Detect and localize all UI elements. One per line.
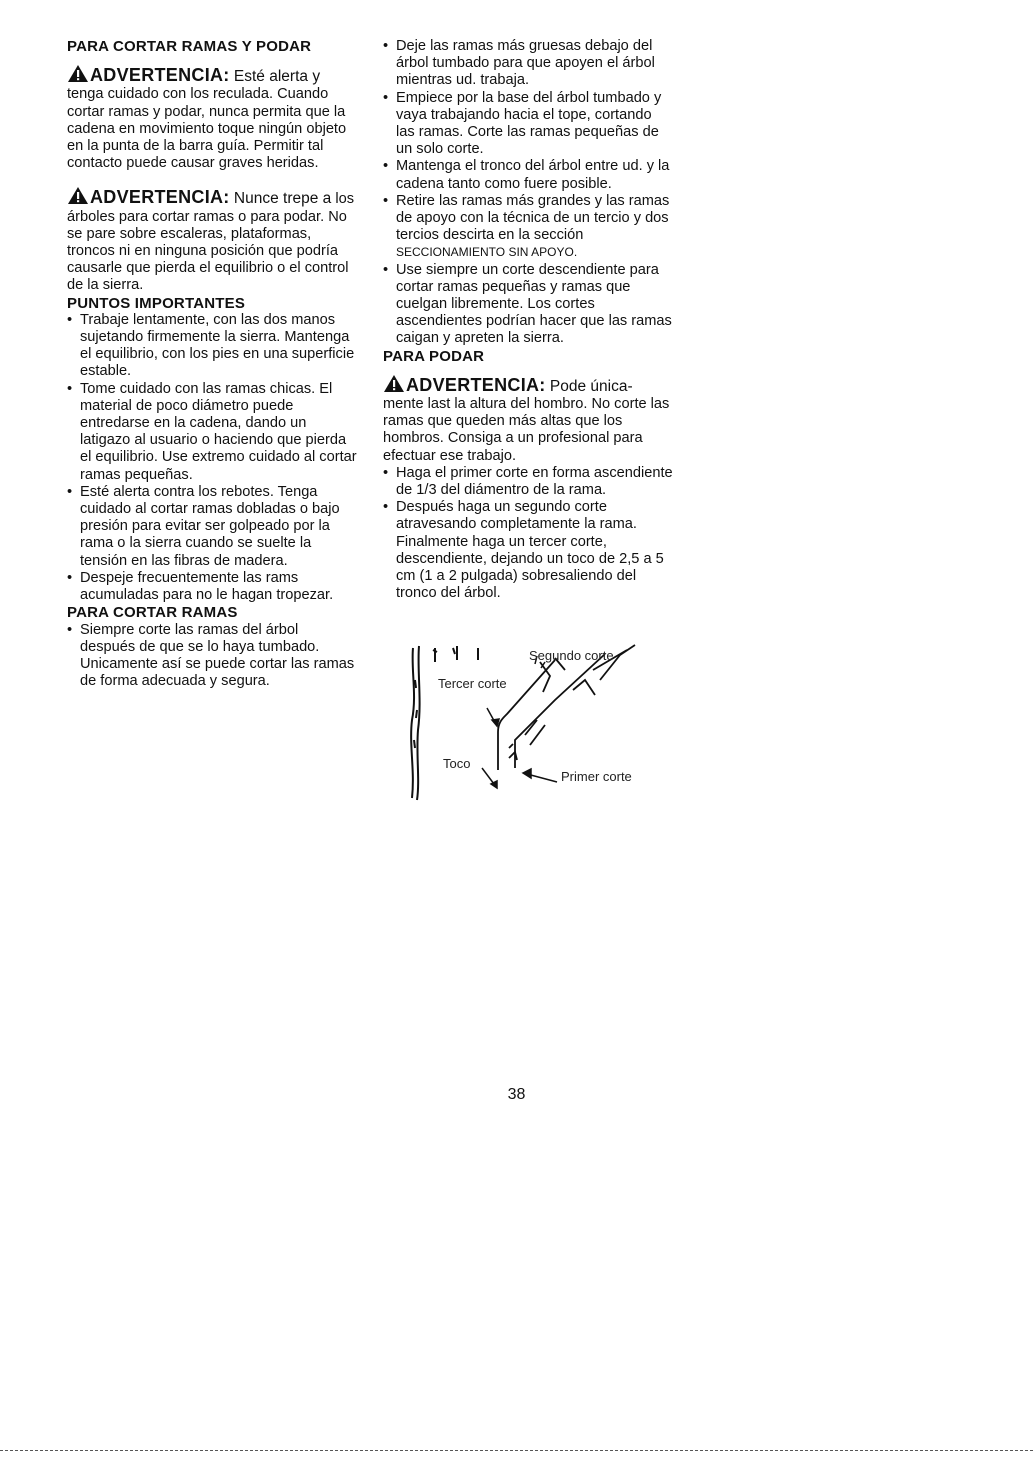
list-item: • Haga el primer corte en forma ascendiente de 1/3 del diámentro de la rama.	[383, 465, 673, 499]
section-title-puntos: PUNTOS IMPORTANTES	[67, 294, 246, 312]
warning-body: mente last la altura del hombro. No corte las ramas que queden más altas que los hombros. Consiga a un profesional para efectuar ese trabajo.	[383, 396, 670, 464]
podar-list	[383, 465, 673, 603]
page-number: 38	[507, 1086, 526, 1103]
section-title-podar: PARA PODAR	[383, 347, 485, 365]
section-title-cortar-podar: PARA CORTAR RAMAS Y PODAR	[67, 38, 312, 55]
label-primer-corte: Primer corte	[561, 769, 632, 784]
list-item: • Empiece por la base del árbol tumbado y vaya trabajando hacia el tope, cortando las ramas. Corte las ramas pequeñas de un solo corte.	[383, 90, 673, 159]
warning-label: ADVERTENCIA:	[90, 187, 230, 208]
warning-lead: Nunce trepe a	[229, 190, 332, 208]
section-reference: SECCIONAMIENTO SIN APOYO.	[396, 245, 578, 260]
label-toco: Toco	[443, 756, 471, 771]
right-column	[383, 38, 673, 603]
label-segundo-corte: Segundo corte	[529, 648, 614, 663]
list-item: • Mantenga el tronco del árbol entre ud. y la cadena tanto como fuere posible.	[383, 158, 673, 192]
warning-kickback	[67, 64, 357, 172]
left-column	[67, 38, 357, 690]
tree-trunk	[411, 646, 478, 800]
puntos-list	[67, 312, 357, 604]
list-item: • Siempre corte las ramas del árbol después de que se lo haya tumbado. Unicamente así se puede cortar las ramas de forma adecuada y segura.	[67, 622, 357, 691]
warning-label: ADVERTENCIA:	[90, 65, 230, 86]
branch	[498, 645, 635, 770]
label-tercer-corte: Tercer corte	[438, 676, 507, 691]
bottom-divider	[0, 1450, 1033, 1451]
list-item	[383, 193, 673, 262]
warning-triangle-icon	[67, 186, 89, 205]
list-item: • Despeje frecuentemente las rams acumuladas para no le hagan tropezar.	[67, 570, 357, 604]
list-item: • Deje las ramas más gruesas debajo del árbol tumbado para que apoyen el árbol mientras ud. trabaja.	[383, 38, 673, 90]
branch-tips-list	[383, 38, 673, 348]
list-item: • Trabaje lentamente, con las dos manos sujetando firmemente la sierra. Mantenga el equilibrio, con los pies en una superficie estable.	[67, 312, 357, 381]
warning-body: los árboles para cortar ramas o para podar. No se pare sobre escaleras, plataformas, troncos ni en ninguna posición que podría causarle que pierda el equilibrio o el control de la sierra.	[67, 191, 355, 294]
warning-lead: Esté alerta y	[229, 68, 321, 86]
pruning-cuts-diagram	[395, 640, 665, 805]
warning-shoulder	[383, 374, 673, 465]
warning-label: ADVERTENCIA:	[406, 374, 546, 395]
list-item: • Tome cuidado con las ramas chicas. El material de poco diámetro puede entredarse en la cadena, dando un latigazo al usuario o haciendo que pierda el equilibrio. Use extremo cuidado al cortar ramas pequeñas.	[67, 381, 357, 484]
retire-text: Retire las ramas más grandes y las ramas de apoyo con la técnica de un tercio y dos tercios descirta en la sección	[396, 192, 670, 244]
list-item: • Use siempre un corte descendiente para cortar ramas pequeñas y ramas que cuelgan libremente. Los cortes ascendientes podrían hacer que las ramas caigan y apreten la sierra.	[383, 262, 673, 348]
warning-body: tenga cuidado con los reculada. Cuando cortar ramas y podar, nunca permita que la cadena en movimiento toque ningún objeto en la punta de la barra guía. Permitir tal contacto puede causar graves heridas.	[67, 86, 347, 172]
cortar-list	[67, 622, 357, 691]
list-item: • Esté alerta contra los rebotes. Tenga cuidado al cortar ramas dobladas o bajo presión para evitar ser golpeado por la rama o la sierra cuando se suelte la tensión en las fibras de madera.	[67, 484, 357, 570]
warning-triangle-icon	[67, 64, 89, 83]
section-title-cortar: PARA CORTAR RAMAS	[67, 604, 238, 622]
warning-triangle-icon	[383, 374, 405, 393]
list-item: • Después haga un segundo corte atravesando completamente la rama. Finalmente haga un tercer corte, descendiente, dejando un toco de 2,5 a 5 cm (1 a 2 pulgada) sobresaliendo del tronco del árbol.	[383, 499, 673, 602]
warning-climb	[67, 186, 357, 294]
warning-lead: Pode única-	[545, 377, 633, 395]
